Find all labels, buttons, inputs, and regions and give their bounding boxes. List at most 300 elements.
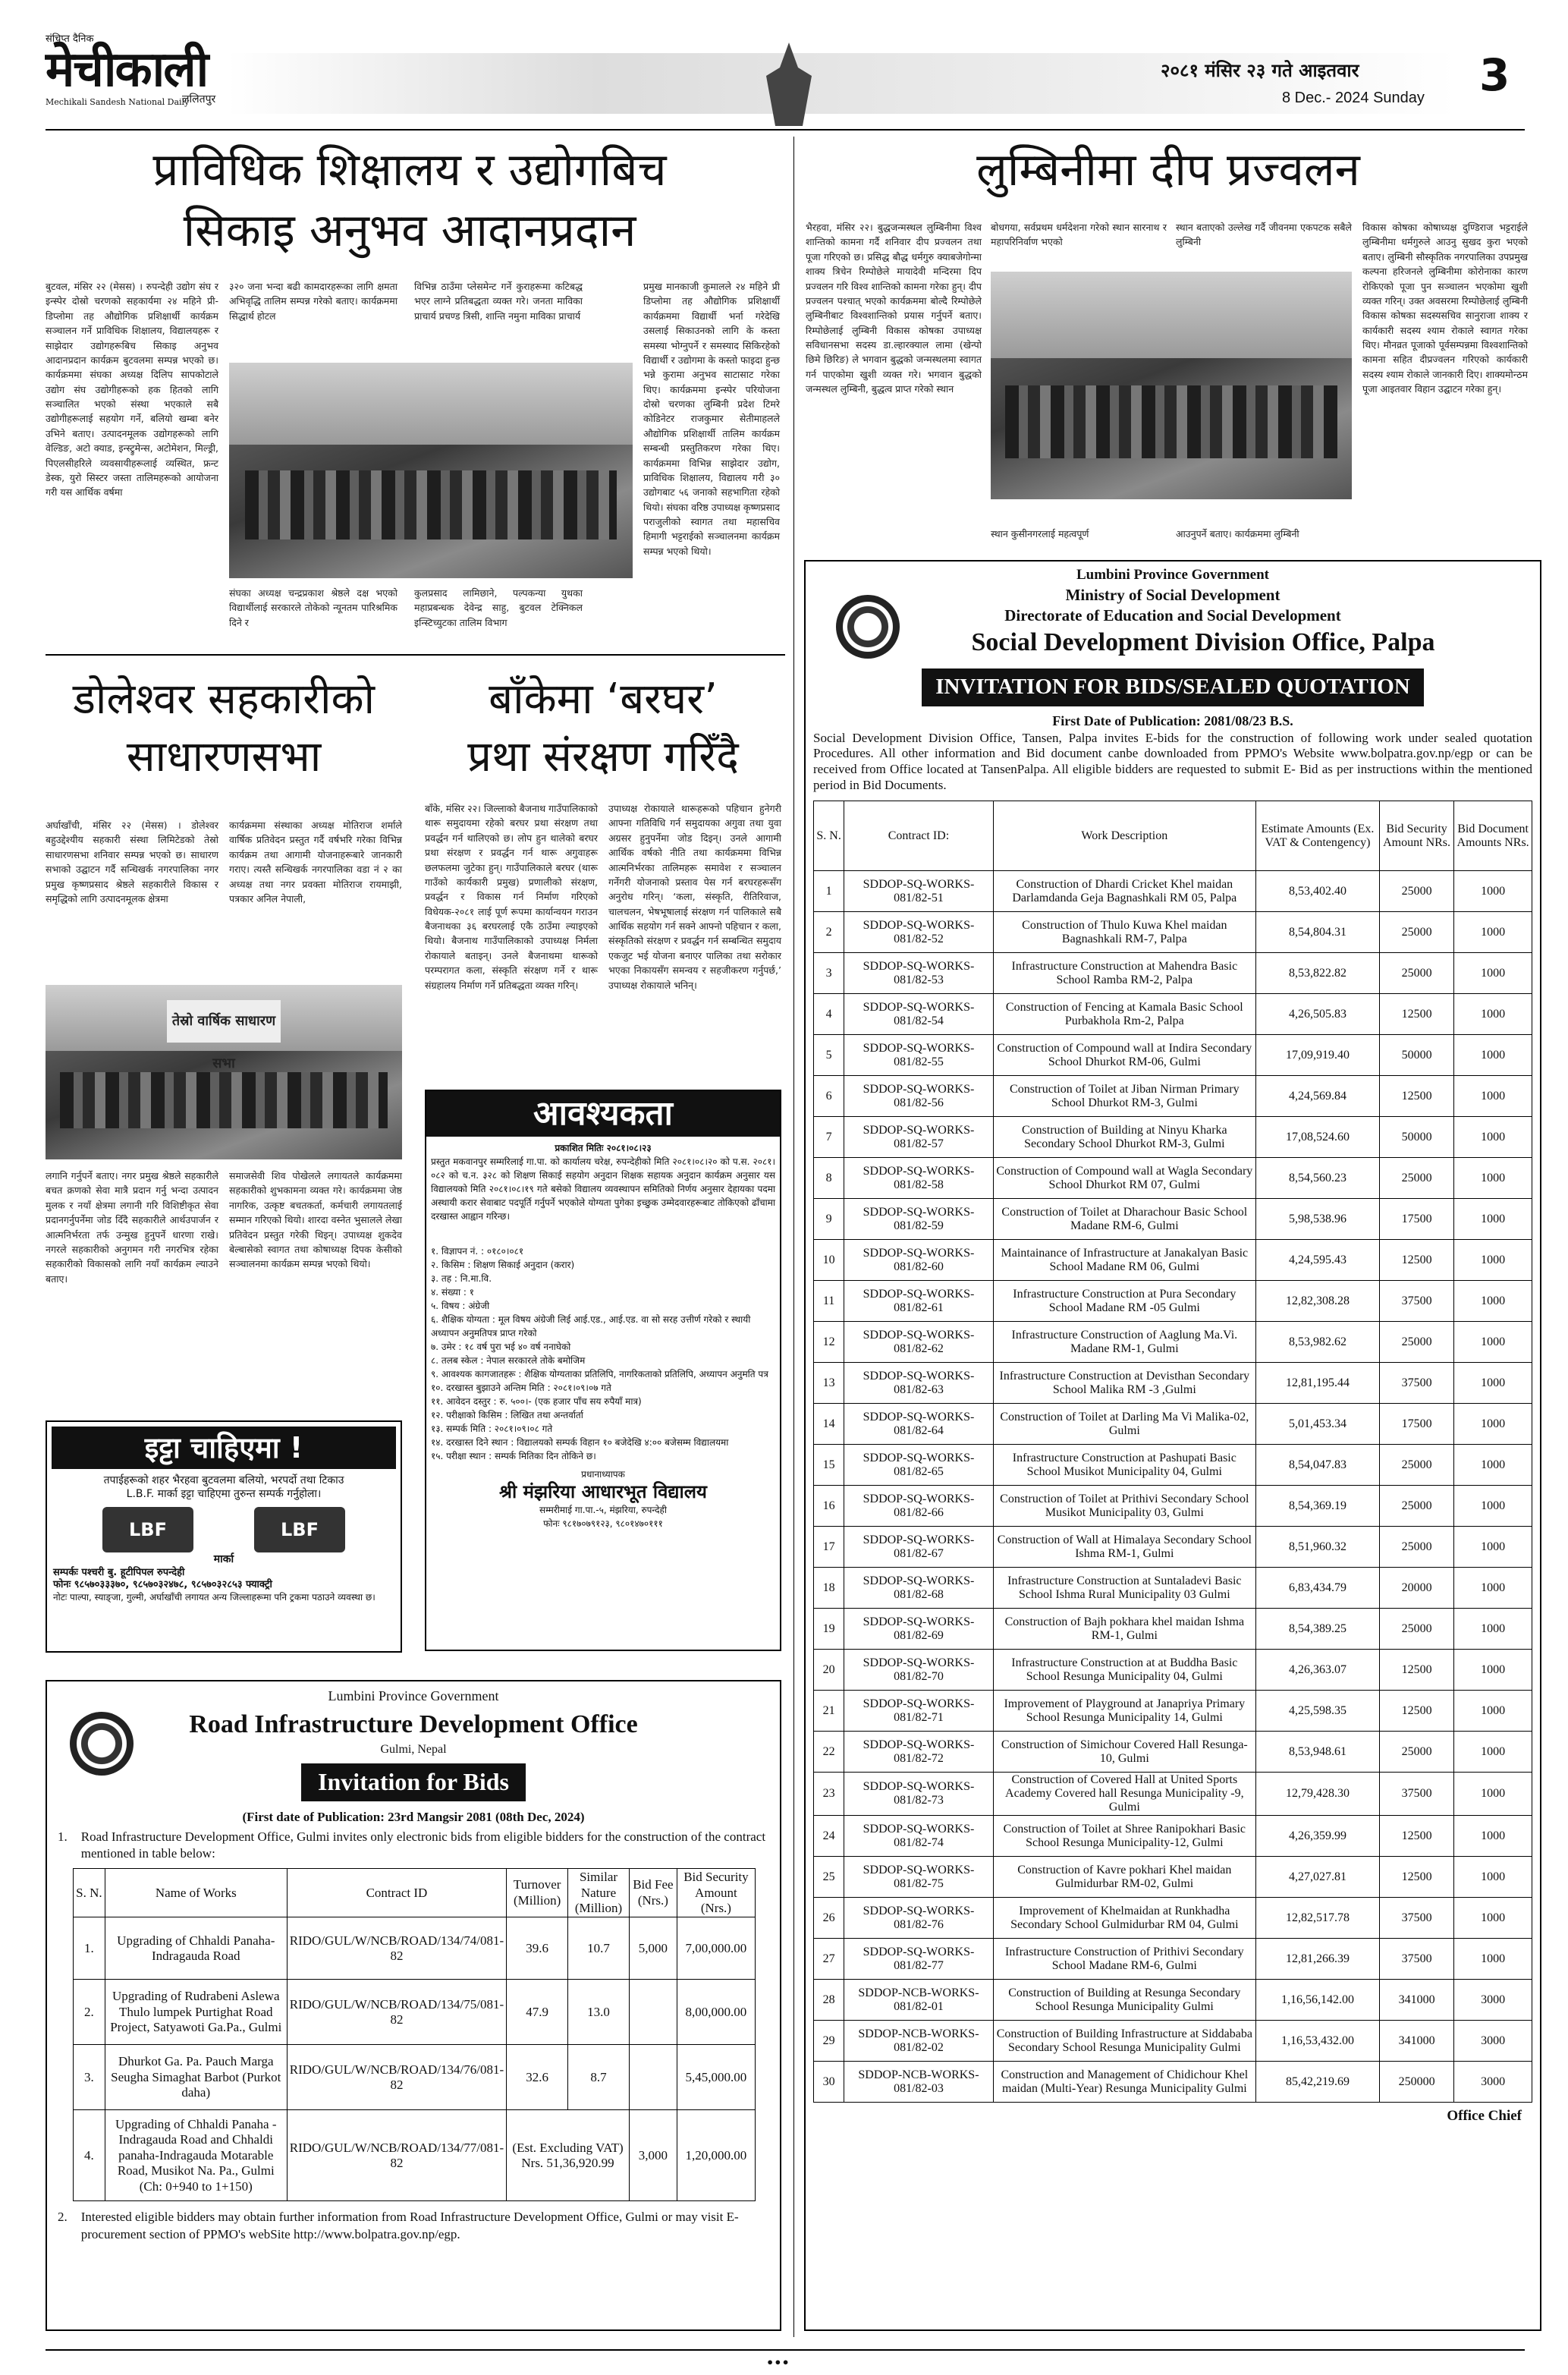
social-cell: 8,54,560.23 xyxy=(1255,1158,1379,1199)
table-row xyxy=(74,2110,756,2201)
article1-column-4: प्रमुख मानकाजी कुमालले २४ महिने प्री डिप्लोमा तह औद्योगिक प्रशिक्षार्थी कार्यक्रममा विद्यार्थी भर्ना गरेदेखि उसलाई सिकाउनको लागि के कस्ता समस्या भोग्नुपर्ने र समस्याद सिकिरहेको विद्यार्थी र उद्योगमा के कस्तो फाइदा हुन्छ भन्ने कुरामा अनुभव साटासाट गरेका थिए। कार्यक्रममा इन्स्पेर परियोजना दोस्रो चरणका लुम्बिनी प्रदेश टिमरे कोडिनेटर राजकुमार सेतीमाहलले औद्योगिक प्रशिक्षार्थी तालिम कार्यक्रम सम्बन्धी प्रस्तुतिकरण गरेका थिए। कार्यक्रममा विभिन्न साझेदार उद्योग, प्राविधिक शिक्षालय, विद्यालय गरी ३० उद्योगबाट ५६ जनाको सहभागिता रहेको थियो। संघका वरिष्ठ उपाध्यक्ष कृष्णप्रसाद पराजुलीको स्वागत तथा महासचिव हिमागी भट्टराईको सञ्चालनमा कार्यक्रम सम्पन्न भएको थियो। xyxy=(643,281,780,557)
article2-column-4: समाजसेवी शिव पोखेलले लगायतले कार्यक्रममा सहकारीको शुभकामना व्यक्त गरे। कार्यक्रममा जेष्ठ नागरिक, उत्कृष्ट बचतकर्ता, कर्मचारी लगायतलाई सम्मान गरिएको थियो। शारदा वस्नेत भुसालले लेखा प्रतिवेदन प्रस्तुत गरेकी थिइन्। उपाध्यक्ष शुकदेव बेल्बासेको स्वागत तथा कोषाध्यक्ष दिपक केसीको सञ्चालनमा कार्यक्रम सम्पन्न भएको थियो। xyxy=(229,1170,402,1270)
social-cell: 25000 xyxy=(1379,912,1453,953)
social-cell: 7 xyxy=(814,1117,844,1158)
bricks-note: नोटः पाल्पा, स्याङ्जा, गुल्मी, अर्घाखाँची लगायत अन्य जिल्लाहरूमा पनि ट्रकमा पठाउने व्यवस्था छ। xyxy=(53,1592,376,1603)
social-cell: Infrastructure Construction at Pura Secondary School Madane RM -05 Gulmi xyxy=(993,1281,1255,1322)
social-ministry: Ministry of Social Development xyxy=(1065,585,1280,604)
social-cell: 1000 xyxy=(1454,1117,1532,1158)
road-cell: (Est. Excluding VAT) Nrs. 51,36,920.99 xyxy=(507,2110,630,2201)
social-para: Social Development Division Office, Tansen, Palpa invites E-bids for the construction of following work under sealed quotation Procedures. All other information and Bid document canbe downloaded from PPMO's Website www.bolpatra.gov.np/egp or can be received from Office located at TansenPalpa. All eligible bidders are requested to submit E- Bid as per instructions within the mentioned period in Bid Documents. xyxy=(813,730,1532,792)
road-office: Road Infrastructure Development Office xyxy=(189,1710,638,1739)
table-row xyxy=(814,1732,1532,1773)
table-row xyxy=(814,1035,1532,1076)
road-cell: 8.7 xyxy=(568,2045,630,2110)
social-cell: 341000 xyxy=(1379,1980,1453,2021)
social-cell: 4,24,595.43 xyxy=(1255,1240,1379,1281)
social-cell: 17,09,919.40 xyxy=(1255,1035,1379,1076)
road-th: Similar Nature (Million) xyxy=(568,1869,630,1917)
social-cell: Improvement of Playground at Janapriya Primary School Resunga Municipality 14, Gulmi xyxy=(993,1691,1255,1732)
social-cell: 8,54,047.83 xyxy=(1255,1445,1379,1486)
social-cell: 12500 xyxy=(1379,1816,1453,1857)
road-th: Bid Security Amount (Nrs.) xyxy=(677,1869,755,1917)
road-th: Contract ID xyxy=(287,1869,506,1917)
article2-column-3: लगानि गर्नुपर्ने बताए। नगर प्रमुख श्रेष्ठले सहकारीले बचत क्रणको सेवा मात्रै प्रदान गर्नु भन्दा उत्पादन मुलक र नयाँ क्षेत्रमा लगानी गरि विशिष्टीकृत सेवा प्रदानगर्नुपर्नेमा जोड दिँदै सहकारीले आर्थउपार्जन र आत्मनिर्भरता तर्फ उन्मुख हुनुपर्ने धारणा राखे। नगरले सहकारीको अनुगमन गरी नगरभित्र रहेका सहकारीको विकासको लागि नयाँ कार्यक्रम ल्याउने बताए। xyxy=(46,1170,218,1285)
vacancy-item: १४. दरखास्त दिने स्थान : विद्यालयको सम्पर्क विहान १० बजेदेखि ४:०० बजेसम्म विद्यालयमा xyxy=(431,1437,729,1448)
table-row xyxy=(814,1158,1532,1199)
footer-rule xyxy=(46,2349,1525,2351)
social-signature: Office Chief xyxy=(1447,2108,1522,2125)
article1-column-3-bottom: कुलप्रसाद लामिछाने, पल्पकन्या युथका महाप्रबन्धक देवेन्द्र साहु, बुटवल टेक्निकल इन्स्टिच्युटका तालिम विभाग xyxy=(414,587,583,628)
social-th: Bid Document Amounts NRs. xyxy=(1454,801,1532,871)
social-cell: 14 xyxy=(814,1404,844,1445)
social-cell: Improvement of Khelmaidan at Runkhadha Secondary School Gulmidurbar RM 04, Gulmi xyxy=(993,1898,1255,1939)
bricks-line-1: तपाईहरूको शहर भैरहवा बुटवलमा बलियो, भरपर्दो तथा टिकाउ xyxy=(103,1474,344,1486)
social-cell: 8 xyxy=(814,1158,844,1199)
social-cell: SDDOP-SQ-WORKS-081/82-58 xyxy=(844,1158,994,1199)
social-cell: 37500 xyxy=(1379,1773,1453,1816)
article4-column-4: विकास कोषका कोषाध्यक्ष दुण्डिराज भट्टराईले लुम्बिनीमा धर्मगुरुले आउनु सुखद कुरा भएको बताए। लुम्बिनी सौस्कृतिक नगरपालिका उपप्रमुख कल्पना हरिजनले लुम्बिनीमा कोरोनाका कारण रोकिएको पूजा पुन सञ्चालन भएकोमा खुशी व्यक्त गरिन्। उक्त अवसरमा रिम्पोछेलाई लुम्बिनी विकास कोषका सदस्यसचिव सानुराजा शाक्य र कार्यकारी सदस्य श्याम रोकाले स्वागत गरेका थिए। मौनव्रत पूजाको पूर्वसम्पन्नमा विश्वशान्तिको कामना सहित दीप्रज्वलन गरिएको कार्यकारी सदस्य श्याम रोकाले जानकारी दिए। शाक्यमोन्ठम पूजा आइतवार विहान उद्घाटन गरेका हुन्। xyxy=(1362,222,1528,395)
date-english: 8 Dec.- 2024 Sunday xyxy=(1282,90,1425,106)
social-cell: SDDOP-NCB-WORKS-081/82-01 xyxy=(844,1980,994,2021)
social-cell: SDDOP-SQ-WORKS-081/82-70 xyxy=(844,1650,994,1691)
vacancy-school-address: सम्मरीमाई गा.पा.-५, मंझरिया, रुपन्देही xyxy=(539,1504,667,1515)
table-row xyxy=(74,1917,756,1980)
vacancy-intro: प्रस्तुत मकवानपुर सम्मरिलाई गा.पा. को कार्यालय चरेक्ष, रुपन्देहीको मिति २०८१।०८।२० को प.स. २०८१।०८२ को च.न. ३२८ को शिक्षण सिकाई सहयोग अनुदान शिक्षक सहायक अनुदान कार्यक्रम अनुसार यस विद्यालयको मिति २०८१।०८।१९ गते बसेको विद्यालय व्यवस्थापन समितिको निर्णय अनुसार देहायका पदमा अस्थायी करार सेवाबाट पदपूर्ति गर्नुपर्ने भएकोले योग्यता पुगेका इच्छुक उम्मेदवारहरूबाट तोकिएको ढाँचामा दरखास्त आह्वान गरिन्छ। xyxy=(431,1156,775,1222)
table-row xyxy=(814,2021,1532,2062)
social-cell: Infrastructure Construction at at Buddha Basic School Resunga Municipality 04, Gulmi xyxy=(993,1650,1255,1691)
table-row xyxy=(814,994,1532,1035)
masthead-place: ललितपुर xyxy=(182,93,216,105)
road-cell xyxy=(629,2045,677,2110)
social-cell: SDDOP-SQ-WORKS-081/82-73 xyxy=(844,1773,994,1816)
social-th: Bid Security Amount NRs. xyxy=(1379,801,1453,871)
road-cell: RIDO/GUL/W/NCB/ROAD/134/75/081-82 xyxy=(287,1980,506,2045)
social-cell: 17500 xyxy=(1379,1199,1453,1240)
social-cell: 25000 xyxy=(1379,1732,1453,1773)
social-cell: 4,27,027.81 xyxy=(1255,1857,1379,1898)
social-cell: 1000 xyxy=(1454,1445,1532,1486)
article1-column-2-top: ३२० जना भन्दा बढी कामदारहरूका लागि क्षमता अभिवृद्धि तालिम सम्पन्न गरेको बताए। कार्यक्रममा सिद्धार्थ होटल xyxy=(229,281,397,322)
social-cell: 1000 xyxy=(1454,1486,1532,1527)
social-cell: 3000 xyxy=(1454,2062,1532,2103)
social-cell: SDDOP-SQ-WORKS-081/82-65 xyxy=(844,1445,994,1486)
social-cell: 1000 xyxy=(1454,1650,1532,1691)
social-cell: 28 xyxy=(814,1980,844,2021)
social-cell: 30 xyxy=(814,2062,844,2103)
column-divider xyxy=(793,137,794,2337)
social-cell: 21 xyxy=(814,1691,844,1732)
social-cell: 1000 xyxy=(1454,1939,1532,1980)
vacancy-item: ८. तलब स्केल : नेपाल सरकारले तोके बमोजिम xyxy=(431,1355,586,1366)
table-row xyxy=(814,1076,1532,1117)
social-cell: 37500 xyxy=(1379,1281,1453,1322)
table-row xyxy=(814,1199,1532,1240)
road-bid-notice xyxy=(46,1680,781,2331)
article1-column-3-top: विभिन्न ठाउँमा प्लेसमेन्ट गर्ने कुराहरूमा कटिबद्ध भएर लाग्ने प्रतिबद्धता व्यक्त गरे। जनता माविका प्राचार्य प्रचण्ड त्रिसी, शान्ति नमुना माविका प्राचार्य xyxy=(414,281,583,322)
road-cell: 8,00,000.00 xyxy=(677,1980,755,2045)
social-cell: Infrastructure Construction of Aaglung Ma.Vi. Madane RM-1, Gulmi xyxy=(993,1322,1255,1363)
road-para1-num: 1. xyxy=(58,1829,68,1845)
social-cell: 23 xyxy=(814,1773,844,1816)
table-row xyxy=(814,1816,1532,1857)
article3-headline-1: बाँकेमा ‘बरघर’ xyxy=(489,675,718,724)
social-cell: SDDOP-SQ-WORKS-081/82-67 xyxy=(844,1527,994,1568)
social-cell: 1000 xyxy=(1454,1240,1532,1281)
social-cell: Construction of Building at Resunga Secondary School Resunga Municipality Gulmi xyxy=(993,1980,1255,2021)
table-row xyxy=(814,912,1532,953)
table-row xyxy=(814,1898,1532,1939)
social-cell: SDDOP-SQ-WORKS-081/82-62 xyxy=(844,1322,994,1363)
road-th: Name of Works xyxy=(105,1869,287,1917)
vacancy-pub-date: प्रकाशित मितिः २०८१।०८।२३ xyxy=(555,1143,652,1153)
social-cell: 12500 xyxy=(1379,1691,1453,1732)
social-cell: 1000 xyxy=(1454,1691,1532,1732)
social-cell: 1000 xyxy=(1454,1527,1532,1568)
social-first-date: First Date of Publication: 2081/08/23 B.S. xyxy=(1052,713,1293,729)
social-cell: SDDOP-SQ-WORKS-081/82-66 xyxy=(844,1486,994,1527)
social-directorate: Directorate of Education and Social Development xyxy=(1004,606,1341,624)
article1-rule xyxy=(46,654,785,656)
social-cell: SDDOP-SQ-WORKS-081/82-74 xyxy=(844,1816,994,1857)
social-cell: 12,82,517.78 xyxy=(1255,1898,1379,1939)
social-cell: 1000 xyxy=(1454,1076,1532,1117)
bricks-ad xyxy=(46,1420,402,1653)
social-cell: 25000 xyxy=(1379,1158,1453,1199)
social-th: S. N. xyxy=(814,801,844,871)
social-cell: 12,81,266.39 xyxy=(1255,1939,1379,1980)
road-location: Gulmi, Nepal xyxy=(380,1742,447,1756)
social-cell: 12500 xyxy=(1379,1240,1453,1281)
social-cell: 3000 xyxy=(1454,2021,1532,2062)
social-cell: 4 xyxy=(814,994,844,1035)
vacancy-item: ६. शैक्षिक योग्यता : मूल विषय अंग्रेजी लिई आई.एड., आई.एड. वा सो सरह उत्तीर्ण गरेको र स्थायी अध्यापन अनुमतिपत्र प्राप्त गरेको xyxy=(431,1314,751,1338)
social-cell: 12 xyxy=(814,1322,844,1363)
article4-column-2-bottom: स्थान कुसीनगरलाई महत्वपूर्ण xyxy=(991,528,1089,539)
article1-headline-1: प्राविधिक शिक्षालय र उद्योगबिच xyxy=(152,143,667,197)
vacancy-item: ७. उमेर : १८ वर्ष पुरा भई ४० वर्ष ननाघेको xyxy=(431,1342,571,1352)
article3-headline-2: प्रथा संरक्षण गरिँदै xyxy=(467,732,739,782)
social-cell: 25000 xyxy=(1379,1445,1453,1486)
social-th: Estimate Amounts (Ex. VAT & Contengency) xyxy=(1255,801,1379,871)
social-cell: 1000 xyxy=(1454,1732,1532,1773)
social-cell: 12500 xyxy=(1379,1076,1453,1117)
social-gov: Lumbini Province Government xyxy=(1076,567,1270,583)
table-row xyxy=(814,1404,1532,1445)
table-row xyxy=(814,1650,1532,1691)
social-cell: SDDOP-SQ-WORKS-081/82-61 xyxy=(844,1281,994,1322)
social-cell: 1000 xyxy=(1454,1609,1532,1650)
vacancy-item: ५. विषय : अंग्रेजी xyxy=(431,1301,490,1311)
social-cell: SDDOP-SQ-WORKS-081/82-52 xyxy=(844,912,994,953)
nepal-emblem-icon xyxy=(70,1712,134,1776)
vacancy-school-name: श्री मंझरिया आधारभूत विद्यालय xyxy=(499,1481,707,1502)
vacancy-item: १५. परीक्षा स्थान : सम्पर्क मितिका दिन तोकिने छ। xyxy=(431,1451,596,1461)
social-cell: 1,16,56,142.00 xyxy=(1255,1980,1379,2021)
social-cell: 4,24,569.84 xyxy=(1255,1076,1379,1117)
road-cell: RIDO/GUL/W/NCB/ROAD/134/74/081-82 xyxy=(287,1917,506,1980)
social-cell: SDDOP-SQ-WORKS-081/82-54 xyxy=(844,994,994,1035)
social-cell: 12,82,308.28 xyxy=(1255,1281,1379,1322)
article2-column-1: अर्घाखाँची, मंसिर २२ (मेसस) । डोलेश्वर बहुउद्देश्यीय सहकारी संस्था लिमिटेडको तेस्रो साधारणसभा शनिवार सम्पन्न भएको छ। साधारण सभाको उद्घाटन गर्दै सन्धिखर्क नगरपालिका नगर प्रमुख कृष्णप्रसाद श्रेष्ठले सहकारीले विकास र समृद्धिको लागि उत्पादनमूलक क्षेत्रमा xyxy=(46,819,218,904)
article4-column-2: बोधगया, सर्वप्रथम धर्मदेशना गरेको स्थान सारनाथ र महापरिनिर्वाण भएको xyxy=(991,222,1167,248)
footer-dots: ••• xyxy=(766,2355,790,2370)
social-cell: 25000 xyxy=(1379,1322,1453,1363)
article2-headline-1: डोलेश्वर सहकारीको xyxy=(72,675,376,724)
social-cell: 2 xyxy=(814,912,844,953)
article3-column-2: उपाध्यक्ष रोकायाले थारूहरूको पहिचान हुनेगरी आफ्ना गतिविधि गर्न समुदायका अगुवा तथा युवा अग्रसर हुनुपर्नेमा जोड दिइन्। उनले आगामी आर्थिक वर्षको नीति तथा कार्यक्रममा विभिन्न आत्मनिर्भरका तालिमहरू समावेश र सञ्चालन गर्नेगरी योजनाको प्रस्ताव पेस गर्न बरघरहरूसँग अनुरोध गरिन्। ‘कला, संस्कृति, रीतिरिवाज, चालचलन, भेषभूषालाई संरक्षण गर्न पालिकाले सबै आर्थिक सहयोग गर्न सक्ने आफ्नो पहिचान र कला, संस्कृतिको संरक्षण र प्रवर्द्धन गर्न सम्बन्धित समुदाय एकजुट भई योजना बनाएर पालिका तथा सरोकार भएका निकायसँग समन्वय र सहजीकरण गर्नुपर्छ,’ उपाध्यक्ष रोकायाले भनिन्। xyxy=(608,803,781,991)
table-row xyxy=(814,1691,1532,1732)
social-cell: 12500 xyxy=(1379,1857,1453,1898)
social-cell: 1000 xyxy=(1454,1857,1532,1898)
social-cell: 20 xyxy=(814,1650,844,1691)
bricks-contact: सम्पर्कः पश्चरी बु. हूटीपिपल रुपन्देही xyxy=(53,1566,185,1578)
social-cell: 1000 xyxy=(1454,1816,1532,1857)
date-nepali: २०८१ मंसिर २३ गते आइतवार xyxy=(1161,60,1359,81)
social-cell: Construction of Bajh pokhara khel maidan Ishma RM-1, Gulmi xyxy=(993,1609,1255,1650)
social-cell: 5 xyxy=(814,1035,844,1076)
social-cell: SDDOP-SQ-WORKS-081/82-51 xyxy=(844,871,994,912)
table-row xyxy=(74,2045,756,2110)
social-cell: 27 xyxy=(814,1939,844,1980)
social-cell: Infrastructure Construction at Devisthan Secondary School Malika RM -3 ,Gulmi xyxy=(993,1363,1255,1404)
article4-column-3: स्थान बताएको उल्लेख गर्दै जीवनमा एकपटक सबैले लुम्बिनी xyxy=(1176,222,1352,248)
social-cell: 8,54,369.19 xyxy=(1255,1486,1379,1527)
social-cell: SDDOP-SQ-WORKS-081/82-72 xyxy=(844,1732,994,1773)
table-row xyxy=(814,1363,1532,1404)
road-th: S. N. xyxy=(74,1869,105,1917)
road-first-date: (First date of Publication: 23rd Mangsir 2081 (08th Dec, 2024) xyxy=(242,1809,585,1824)
road-gov: Lumbini Province Government xyxy=(328,1688,499,1703)
brick-logo-left: LBF xyxy=(102,1507,193,1552)
vacancy-item: ३. तह : नि.मा.वि. xyxy=(431,1273,492,1284)
vacancy-item: ९. आवश्यक कागजातहरू : शैक्षिक योग्यताका प्रतिलिपि, नागरिकताको प्रतिलिपि, अध्यापन अनुमति पत्र xyxy=(431,1369,768,1379)
social-cell: Construction of Toilet at Dharachour Basic School Madane RM-6, Gulmi xyxy=(993,1199,1255,1240)
social-cell: 1000 xyxy=(1454,871,1532,912)
masthead-rule xyxy=(46,129,1525,131)
social-cell: Infrastructure Construction at Suntaladevi Basic School Ishma Rural Municipality 03 Gulmi xyxy=(993,1568,1255,1609)
social-cell: 22 xyxy=(814,1732,844,1773)
social-cell: 8,53,948.61 xyxy=(1255,1732,1379,1773)
social-cell: 1000 xyxy=(1454,1035,1532,1076)
vacancy-item: ४. संख्या : १ xyxy=(431,1287,474,1298)
social-cell: SDDOP-SQ-WORKS-081/82-56 xyxy=(844,1076,994,1117)
article2-column-2: कार्यक्रममा संस्थाका अध्यक्ष मोतिराज शर्माले वार्षिक प्रतिवेदन प्रस्तुत गर्दै वर्षभरि गरेका विभिन्न कार्यक्रम तथा आगामी योजनाहरूबारे जानकारी गराए। त्यस्तै सन्धिखर्क नगरपालिका वडा नं २ का अध्यक्ष तथा नगर प्रवक्ता मोतिराज रायमाझी, पत्रकार अनिल नेपाली, xyxy=(229,819,402,904)
table-row xyxy=(814,2062,1532,2103)
social-cell: 12,81,195.44 xyxy=(1255,1363,1379,1404)
social-cell: 1000 xyxy=(1454,1773,1532,1816)
social-cell: 12,79,428.30 xyxy=(1255,1773,1379,1816)
road-cell: 10.7 xyxy=(568,1917,630,1980)
road-para2: Interested eligible bidders may obtain further information from Road Infrastructure Development Office, Gulmi or may visit E-procurement section of PPMO's webSite http://www.bolpatra.gov.np/egp. xyxy=(80,2210,739,2241)
social-cell: 1000 xyxy=(1454,953,1532,994)
social-cell: 1000 xyxy=(1454,1158,1532,1199)
social-cell: SDDOP-SQ-WORKS-081/82-71 xyxy=(844,1691,994,1732)
social-cell: SDDOP-SQ-WORKS-081/82-53 xyxy=(844,953,994,994)
road-cell: Upgrading of Chhaldi Panaha-Indragauda Road xyxy=(105,1917,287,1980)
table-row xyxy=(814,1322,1532,1363)
vacancy-item: २. किसिम : शिक्षण सिकाई अनुदान (करार) xyxy=(431,1260,575,1270)
masthead-tagline: संचिप्त दैनिक xyxy=(46,33,94,45)
road-cell: 13.0 xyxy=(568,1980,630,2045)
social-cell: Infrastructure Construction of Prithivi Secondary School Madane RM-6, Gulmi xyxy=(993,1939,1255,1980)
social-cell: Construction of Thulo Kuwa Khel maidan Bagnashkali RM-7, Palpa xyxy=(993,912,1255,953)
table-row xyxy=(814,1240,1532,1281)
social-bid-notice xyxy=(804,560,1541,2331)
bricks-phone: फोनः ९८५७०३३३७०, ९८५७०३२४७८, ९८५७०३२८५३ फ्याक्ट्री xyxy=(53,1579,272,1591)
social-cell: 25000 xyxy=(1379,1527,1453,1568)
social-cell: Construction of Building at Ninyu Kharka Secondary School Dhurkot RM-3, Gulmi xyxy=(993,1117,1255,1158)
table-row xyxy=(814,871,1532,912)
article1-headline-2: सिकाइ अनुभव आदानप्रदान xyxy=(183,204,636,257)
vacancy-item: १२. परीक्षाको किसिम : लिखित तथा अन्तर्वार्ता xyxy=(431,1410,583,1420)
vacancy-signatory-role: प्रधानाध्यापक xyxy=(581,1469,625,1480)
road-cell: 1. xyxy=(74,1917,105,1980)
road-cell: 3,000 xyxy=(629,2110,677,2201)
article3-column-1: बाँके, मंसिर २२। जिल्लाको बैजनाथ गाउँपालिकाको थारू समुदायमा रहेको बरघर प्रथा संरक्षण तथा प्रवर्द्धन गर्न थालिएको छ। लोप हुन थालेको बरघर प्रथा संरक्षण र प्रवर्द्धन गर्न थारू अगुवाहरू छलफलमा जुटेका हुन्। गाउँपालिकाले बरघर (थारू गाउँको कार्यकारी प्रमुख) प्रणालीको संरक्षण, प्रवर्द्धन र विकास गर्न निर्माण गरिएको विधेयक-२०८१ लाई पूर्ण रूपमा कार्यान्वयन गराउन बैजनाथका ३६ बरघरलाई एकै ठाउँमा ल्याइएको थियो। बैजनाथ गाउँपालिकाको उपाध्यक्ष निर्मला रोकायाले बताइन्। उनले बैजनाथमा थारूको परम्परागत कला, संस्कृति संरक्षण गर्ने र थारू संग्रहालय निर्माण गर्ने प्रतिबद्धता व्यक्त गरिन्। xyxy=(425,803,598,991)
table-row xyxy=(814,1445,1532,1486)
social-cell: Infrastructure Construction at Mahendra Basic School Ramba RM-2, Palpa xyxy=(993,953,1255,994)
social-th: Contract ID: xyxy=(844,801,994,871)
social-cell: Construction of Wall at Himalaya Secondary School Ishma RM-1, Gulmi xyxy=(993,1527,1255,1568)
social-cell: Maintainance of Infrastructure at Janakalyan Basic School Madane RM 06, Gulmi xyxy=(993,1240,1255,1281)
social-cell: 1000 xyxy=(1454,1363,1532,1404)
social-cell: 12500 xyxy=(1379,994,1453,1035)
social-cell: 8,53,402.40 xyxy=(1255,871,1379,912)
social-cell: 25000 xyxy=(1379,953,1453,994)
social-cell: Construction of Covered Hall at United Sports Academy Covered hall Resunga Municipality -9, Gulmi xyxy=(993,1773,1255,1816)
social-cell: 37500 xyxy=(1379,1898,1453,1939)
social-cell: SDDOP-SQ-WORKS-081/82-75 xyxy=(844,1857,994,1898)
road-cell: 5,000 xyxy=(629,1917,677,1980)
table-row xyxy=(814,1980,1532,2021)
social-cell: Construction of Toilet at Darling Ma Vi Malika-02, Gulmi xyxy=(993,1404,1255,1445)
vacancy-ad xyxy=(425,1090,781,1651)
social-cell: 18 xyxy=(814,1568,844,1609)
social-cell: 26 xyxy=(814,1898,844,1939)
vacancy-item: ११. आवेदन दस्तुर : रु. ५००।- (एक हजार पाँच सय रुपैयाँ मात्र) xyxy=(431,1396,642,1407)
social-cell: 1000 xyxy=(1454,1568,1532,1609)
masthead-logo: मेचीकाली xyxy=(46,42,208,98)
road-cell: 5,45,000.00 xyxy=(677,2045,755,2110)
social-cell: 341000 xyxy=(1379,2021,1453,2062)
social-cell: 19 xyxy=(814,1609,844,1650)
social-cell: Construction of Kavre pokhari Khel maidan Gulmidurbar RM-02, Gulmi xyxy=(993,1857,1255,1898)
social-cell: 4,26,505.83 xyxy=(1255,994,1379,1035)
social-cell: SDDOP-NCB-WORKS-081/82-03 xyxy=(844,2062,994,2103)
table-row xyxy=(814,1939,1532,1980)
bricks-title: इट्टा चाहिएमा ! xyxy=(52,1427,396,1469)
social-cell: 16 xyxy=(814,1486,844,1527)
social-office: Social Development Division Office, Palpa xyxy=(971,628,1435,657)
social-cell: 37500 xyxy=(1379,1939,1453,1980)
vacancy-school-phone: फोनः ९८१७०७९१२३, ९८०१४७०१११ xyxy=(543,1518,663,1529)
social-cell: 1000 xyxy=(1454,1898,1532,1939)
social-cell: 85,42,219.69 xyxy=(1255,2062,1379,2103)
social-cell: 11 xyxy=(814,1281,844,1322)
social-cell: 250000 xyxy=(1379,2062,1453,2103)
social-cell: 1000 xyxy=(1454,994,1532,1035)
article2-headline-2: साधारणसभा xyxy=(126,732,322,782)
social-cell: SDDOP-SQ-WORKS-081/82-57 xyxy=(844,1117,994,1158)
road-cell: RIDO/GUL/W/NCB/ROAD/134/77/081-82 xyxy=(287,2110,506,2201)
social-cell: 5,01,453.34 xyxy=(1255,1404,1379,1445)
table-row xyxy=(814,1773,1532,1816)
social-cell: 15 xyxy=(814,1445,844,1486)
road-th: Bid Fee (Nrs.) xyxy=(629,1869,677,1917)
social-cell: 25000 xyxy=(1379,1609,1453,1650)
article1-column-1: बुटवल, मंसिर २२ (मेसस) । रुपन्देही उद्योग संघ र इन्स्पेर दोस्रो चरणको सहकार्यमा २४ महिने प्री-डिप्लोमा तह औद्योगिक प्रशिक्षार्थी कार्यक्रम सञ्चालन गर्ने प्राविधिक शिक्षालय, विद्यालयहरू र साझेदार उद्योगहरूबिच सिकाइ अनुभव आदानप्रदान कार्यक्रम बुटवलमा सम्पन्न भएको छ। कार्यक्रममा संघका अध्यक्ष दिलिप सापकोटाले उद्योग संघ उद्योगीहरूको हक हितको लागि सञ्चालित भएको संस्था भएकाले सबै उद्योगीहरूलाई सहयोग गर्ने, बलियो खम्बा बनेर उभिने बताए। उत्पादनमूलक उद्योगहरूको लागि वेल्डिङ, अटो क्याड, इन्स्ट्रुमेन्स, अटोमेशन, मिल्ड्री, पिएलसीहरिले व्यवसायीहरूलाई व्यस्थित, फ्रन्ट डेस्क, युरो सिस्टर जस्ता तालिमहरूको आयोजना गरी यस आर्थिक वर्षमा xyxy=(46,281,218,499)
social-cell: SDDOP-SQ-WORKS-081/82-64 xyxy=(844,1404,994,1445)
social-cell: 25000 xyxy=(1379,1486,1453,1527)
table-row xyxy=(814,1568,1532,1609)
vacancy-title: आवश्यकता xyxy=(426,1091,780,1137)
social-cell: 17500 xyxy=(1379,1404,1453,1445)
social-cell: 6,83,434.79 xyxy=(1255,1568,1379,1609)
road-cell: Dhurkot Ga. Pa. Pauch Marga Seugha Simaghat Barbot (Purkot daha) xyxy=(105,2045,287,2110)
article2-photo xyxy=(46,985,402,1159)
social-cell: SDDOP-SQ-WORKS-081/82-76 xyxy=(844,1898,994,1939)
social-cell: Construction of Fencing at Kamala Basic School Purbakhola Rm-2, Palpa xyxy=(993,994,1255,1035)
brick-logo-right: LBF xyxy=(254,1507,345,1552)
road-cell: Upgrading of Rudrabeni Aslewa Thulo lumpek Purtighat Road Project, Satyawoti Ga.Pa., Gulmi xyxy=(105,1980,287,2045)
social-cell: Construction and Management of Chidichour Khel maidan (Multi-Year) Resunga Municipality Gulmi xyxy=(993,2062,1255,2103)
bricks-marka: मार्का xyxy=(213,1553,234,1566)
social-cell: Construction of Compound wall at Indira Secondary School Dhurkot RM-06, Gulmi xyxy=(993,1035,1255,1076)
social-cell: Construction of Toilet at Jiban Nirman Primary School Dhurkot RM-3, Gulmi xyxy=(993,1076,1255,1117)
social-cell: 50000 xyxy=(1379,1035,1453,1076)
table-row xyxy=(814,1609,1532,1650)
social-cell: 8,54,804.31 xyxy=(1255,912,1379,953)
bricks-line-2: L.B.F. मार्का इट्टा चाहिएमा तुरुन्त सम्पर्क गर्नुहोला। xyxy=(126,1488,322,1501)
social-cell: Infrastructure Construction at Pashupati Basic School Musikot Municipality 04, Gulmi xyxy=(993,1445,1255,1486)
social-cell: 24 xyxy=(814,1816,844,1857)
road-title: Invitation for Bids xyxy=(301,1763,526,1801)
social-cell: SDDOP-SQ-WORKS-081/82-60 xyxy=(844,1240,994,1281)
nepal-emblem-icon xyxy=(836,595,900,659)
social-cell: 1000 xyxy=(1454,912,1532,953)
social-cell: 9 xyxy=(814,1199,844,1240)
article4-column-3-bottom: आउनुपर्ने बताए। कार्यक्रममा लुम्बिनी xyxy=(1176,528,1299,539)
social-cell: 1,16,53,432.00 xyxy=(1255,2021,1379,2062)
road-cell: 4. xyxy=(74,2110,105,2201)
road-th: Turnover (Million) xyxy=(507,1869,568,1917)
road-cell: RIDO/GUL/W/NCB/ROAD/134/76/081-82 xyxy=(287,2045,506,2110)
social-cell: Construction of Compound wall at Wagla Secondary School Dhurkot RM 07, Gulmi xyxy=(993,1158,1255,1199)
social-cell: 25000 xyxy=(1379,871,1453,912)
social-cell: Construction of Building Infrastructure at Siddababa Secondary School Resunga Municipality Gulmi xyxy=(993,2021,1255,2062)
article4-photo xyxy=(991,272,1352,499)
social-cell: Construction of Toilet at Prithivi Secondary School Musikot Municipality 03, Gulmi xyxy=(993,1486,1255,1527)
social-cell: 17,08,524.60 xyxy=(1255,1117,1379,1158)
social-cell: 20000 xyxy=(1379,1568,1453,1609)
table-row xyxy=(814,1527,1532,1568)
social-cell: Construction of Dhardi Cricket Khel maidan Darlamdanda Geja Bagnashkali RM 05, Palpa xyxy=(993,871,1255,912)
social-cell: Construction of Simichour Covered Hall Resunga-10, Gulmi xyxy=(993,1732,1255,1773)
road-cell xyxy=(629,1980,677,2045)
social-cell: SDDOP-SQ-WORKS-081/82-55 xyxy=(844,1035,994,1076)
social-cell: SDDOP-SQ-WORKS-081/82-59 xyxy=(844,1199,994,1240)
social-cell: Construction of Toilet at Shree Ranipokhari Basic School Resunga Municipality-12, Gulmi xyxy=(993,1816,1255,1857)
social-cell: SDDOP-SQ-WORKS-081/82-63 xyxy=(844,1363,994,1404)
article1-photo xyxy=(229,363,633,578)
social-cell: 1000 xyxy=(1454,1322,1532,1363)
social-cell: 13 xyxy=(814,1363,844,1404)
social-cell: 6 xyxy=(814,1076,844,1117)
masthead-subtitle: Mechikali Sandesh National Daily xyxy=(46,97,190,107)
social-cell: SDDOP-SQ-WORKS-081/82-68 xyxy=(844,1568,994,1609)
road-para1: Road Infrastructure Development Office, Gulmi invites only electronic bids from eligible bidders for the construction of the contract mentioned in table below: xyxy=(80,1829,766,1861)
